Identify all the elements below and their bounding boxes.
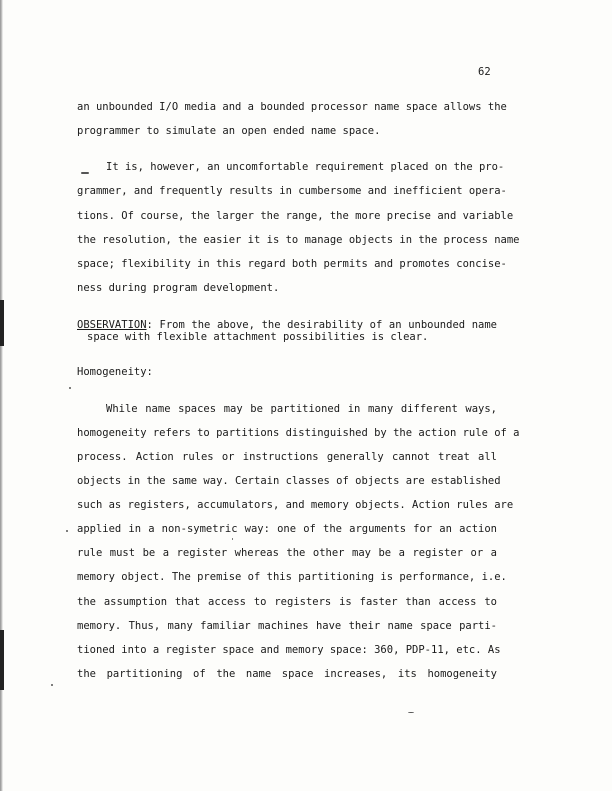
paragraph-line: the partitioning of the name space increases, its homogeneity (77, 668, 497, 680)
scan-speck (69, 387, 71, 389)
paragraph-line: tions. Of course, the larger the range, the more precise and variable (77, 210, 514, 222)
paragraph-line: such as registers, accumulators, and memory objects. Action rules are (77, 499, 514, 511)
scan-speck (81, 172, 89, 174)
paragraph-line: memory. Thus, many familiar machines have their name space parti- (77, 620, 497, 632)
scan-speck (232, 538, 233, 540)
observation-text: : From the above, the desirability of an unbounded name (146, 319, 497, 331)
paragraph-line: space; flexibility in this regard both permits and promotes concise- (77, 258, 507, 270)
paragraph-line: the assumption that access to registers is faster than access to (77, 596, 497, 608)
paragraph-line: objects in the same way. Certain classes of objects are established (77, 475, 501, 487)
paragraph-line: an unbounded I/O media and a bounded processor name space allows the (77, 101, 507, 113)
scan-speck (51, 684, 53, 686)
scan-edge-mark (0, 300, 4, 346)
observation-label: OBSERVATION (77, 319, 147, 331)
paragraph-line: homogeneity refers to partitions distinguished by the action rule of a (77, 427, 520, 439)
paragraph-line: applied in a non-symetric way: one of the arguments for an action (77, 523, 497, 535)
paragraph-line: programmer to simulate an open ended name space. (77, 125, 381, 137)
paragraph-line: While name spaces may be partitioned in many different ways, (106, 403, 497, 415)
paragraph-line: the resolution, the easier it is to manage objects in the process name (77, 234, 520, 246)
paragraph-line: It is, however, an uncomfortable requirement placed on the pro- (106, 161, 505, 173)
paragraph-line: process. Action rules or instructions generally cannot treat all (77, 451, 497, 463)
paragraph-line: tioned into a register space and memory space: 360, PDP-11, etc. As (77, 644, 501, 656)
scan-speck (408, 712, 414, 713)
scan-speck (66, 530, 68, 532)
observation-line: space with flexible attachment possibilities is clear. (87, 331, 429, 343)
paragraph-line: memory object. The premise of this partitioning is performance, i.e. (77, 571, 507, 583)
page-number: 62 (478, 66, 491, 78)
section-heading: Homogeneity: (77, 366, 153, 378)
paragraph-line: rule must be a register whereas the other may be a register or a (77, 547, 497, 559)
scan-edge-mark (0, 630, 4, 690)
paragraph-line: grammer, and frequently results in cumbersome and inefficient opera- (77, 185, 507, 197)
paragraph-line: ness during program development. (77, 282, 280, 294)
